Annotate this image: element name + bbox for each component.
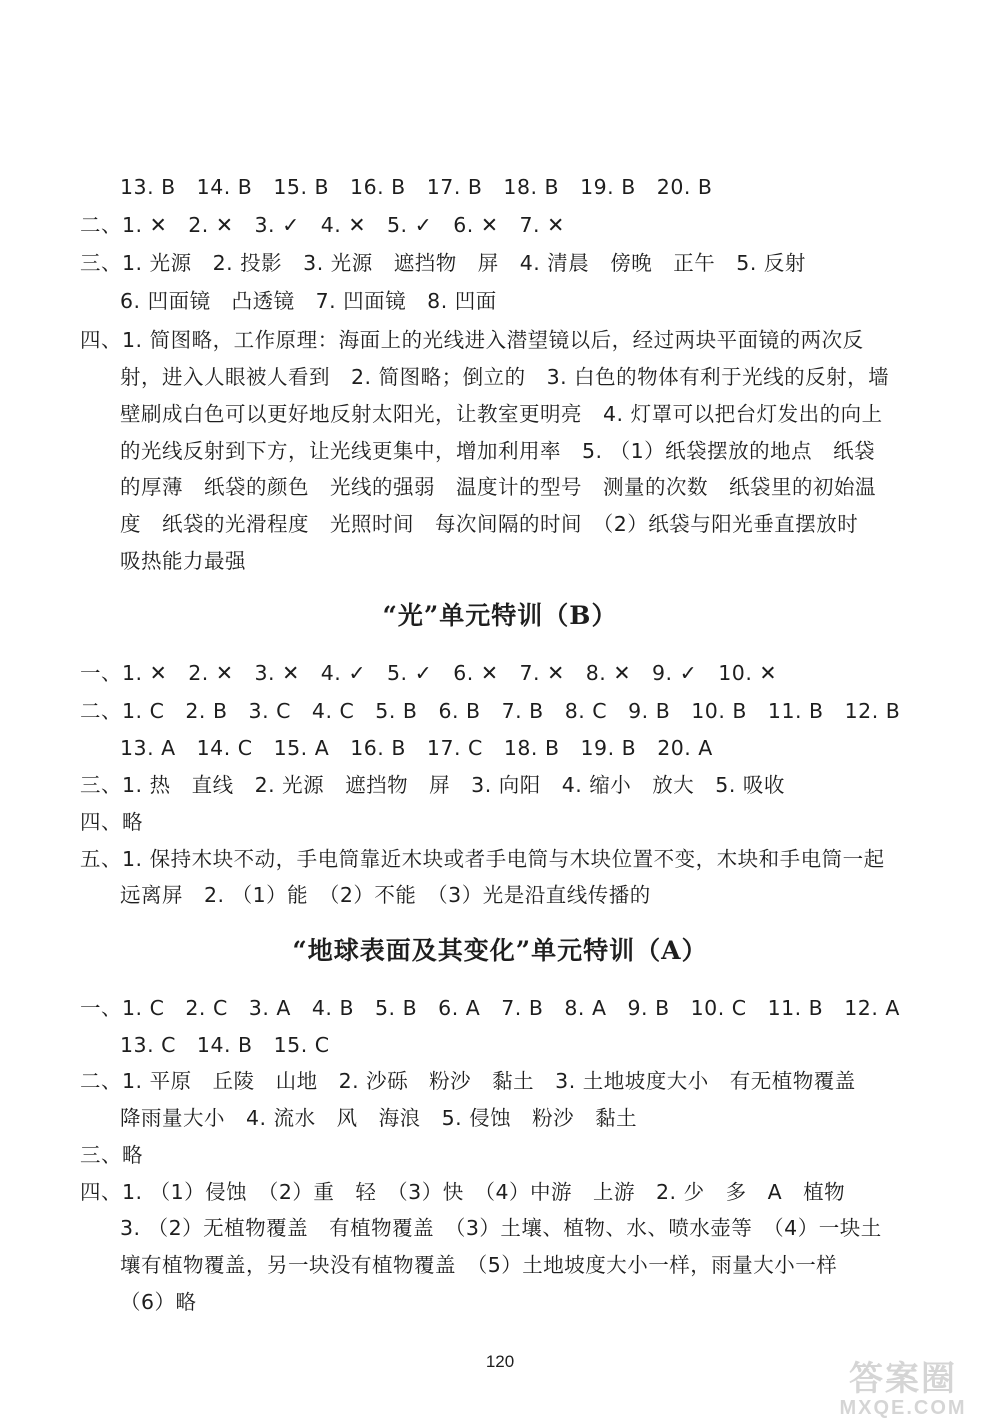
section-title-light-b: “光”单元特训（B） — [382, 601, 618, 630]
answer-line: 3. （2）无植物覆盖 有植物覆盖 （3）土壤、植物、水、喷水壶等 （4）一块土 — [120, 1216, 882, 1240]
watermark-logo — [818, 1360, 988, 1420]
answer-line: 壤有植物覆盖，另一块没有植物覆盖 （5）土地坡度大小一样，雨量大小一样 — [120, 1253, 838, 1277]
answer-line: 吸热能力最强 — [120, 549, 246, 573]
answer-line: 壁刷成白色可以更好地反射太阳光，让教室更明亮 4. 灯罩可以把台灯发出的向上 — [120, 402, 883, 426]
answer-line: 一、1. C 2. C 3. A 4. B 5. B 6. A 7. B 8. A 9. B 10. C 11. B 12. A — [80, 996, 900, 1020]
answer-line: 6. 凹面镜 凸透镜 7. 凹面镜 8. 凹面 — [120, 289, 497, 313]
answer-line: 度 纸袋的光滑程度 光照时间 每次间隔的时间 （2）纸袋与阳光垂直摆放时 — [120, 512, 859, 536]
answer-line: 四、略 — [80, 810, 143, 834]
answer-line: （6）略 — [120, 1290, 197, 1314]
answer-line: 的厚薄 纸袋的颜色 光线的强弱 温度计的型号 测量的次数 纸袋里的初始温 — [120, 475, 876, 499]
answer-line: 降雨量大小 4. 流水 风 海浪 5. 侵蚀 粉沙 黏土 — [120, 1106, 638, 1130]
answer-line: 二、1. C 2. B 3. C 4. C 5. B 6. B 7. B 8. C 9. B 10. B 11. B 12. B — [80, 699, 901, 723]
answer-line: 三、略 — [80, 1143, 143, 1167]
answer-line: 五、1. 保持木块不动，手电筒靠近木块或者手电筒与木块位置不变，木块和手电筒一起 — [80, 847, 885, 871]
watermark-text: 答案圈 — [849, 1359, 957, 1399]
answer-line: 射，进入人眼被人看到 2. 简图略；倒立的 3. 白色的物体有利于光线的反射，墙 — [120, 365, 890, 389]
answer-line: 三、1. 光源 2. 投影 3. 光源 遮挡物 屏 4. 清晨 傍晚 正午 5. 反射 — [80, 251, 806, 275]
answer-line: 二、1. ✕ 2. ✕ 3. ✓ 4. ✕ 5. ✓ 6. ✕ 7. ✕ — [80, 213, 565, 237]
answer-line: 四、1. （1）侵蚀 （2）重 轻 （3）快 （4）中游 上游 2. 少 多 A 植物 — [80, 1180, 846, 1204]
answer-line: 13. B 14. B 15. B 16. B 17. B 18. B 19. B 20. B — [120, 175, 713, 199]
answer-line: 13. A 14. C 15. A 16. B 17. C 18. B 19. B 20. A — [120, 736, 713, 760]
answer-line: 远离屏 2. （1）能 （2）不能 （3）光是沿直线传播的 — [120, 883, 651, 907]
page-number: 120 — [485, 1352, 515, 1371]
watermark-url: MXQE.COM — [839, 1397, 967, 1419]
section-title-earth-a: “地球表面及其变化”单元特训（A） — [292, 936, 708, 965]
answer-line: 一、1. ✕ 2. ✕ 3. ✕ 4. ✓ 5. ✓ 6. ✕ 7. ✕ 8. ✕ 9. ✓ 10. ✕ — [80, 661, 778, 685]
answer-line: 的光线反射到下方，让光线更集中，增加利用率 5. （1）纸袋摆放的地点 纸袋 — [120, 439, 876, 463]
answer-line: 13. C 14. B 15. C — [120, 1033, 330, 1057]
answer-line: 二、1. 平原 丘陵 山地 2. 沙砾 粉沙 黏土 3. 土地坡度大小 有无植物覆盖 — [80, 1069, 856, 1093]
answer-line: 四、1. 简图略，工作原理：海面上的光线进入潜望镜以后，经过两块平面镜的两次反 — [80, 328, 864, 352]
answer-line: 三、1. 热 直线 2. 光源 遮挡物 屏 3. 向阳 4. 缩小 放大 5. 吸收 — [80, 773, 785, 797]
